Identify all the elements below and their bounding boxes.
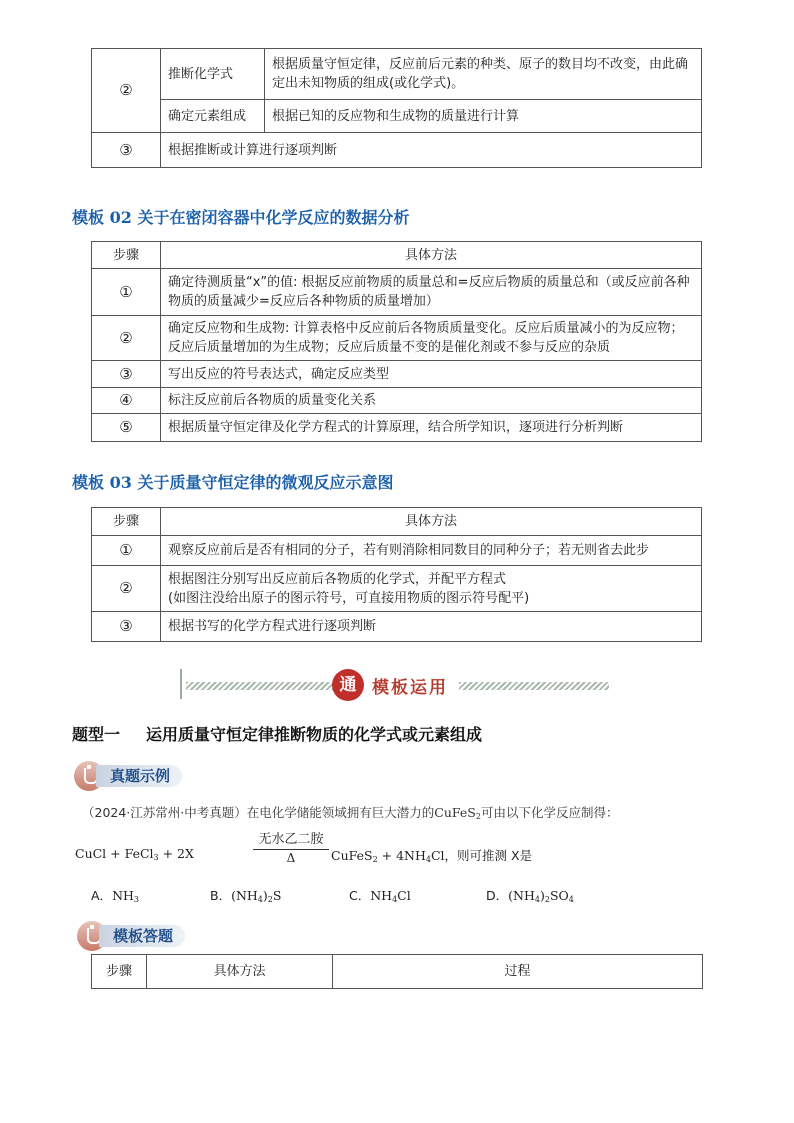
question-type-label: 题型一 <box>72 725 121 744</box>
table-continuation <box>91 48 702 168</box>
step-text: 根据质量守恒定律及化学方程式的计算原理，结合所学知识，逐项进行分析判断 <box>161 414 702 442</box>
template-tag: 模板 <box>72 473 105 492</box>
option-d[interactable]: D．$(NH_4)_2SO_4$ <box>486 888 574 904</box>
step-text: 标注反应前后各物质的质量变化关系 <box>161 388 702 414</box>
equation-right: CuFeS$_2$ + $4NH_4Cl$，则可推测 X是 <box>331 848 533 864</box>
answer-table <box>91 954 703 989</box>
step-number: ② <box>92 49 161 133</box>
banner-title: 模板运用 <box>372 678 448 698</box>
banner-stripe-left <box>186 682 336 690</box>
header-step: 步骤 <box>92 508 161 536</box>
header-step: 步骤 <box>92 242 161 269</box>
template-title: 关于质量守恒定律的微观反应示意图 <box>137 473 394 492</box>
header-step: 步骤 <box>92 955 147 989</box>
equation-left: CuCl + FeCl$_3$ + 2X <box>75 846 194 862</box>
step-text: 根据质量守恒定律，反应前后元素的种类、原子的数目均不改变，由此确定出未知物质的组成(或化学式)。 <box>265 49 702 100</box>
formula-cufes2: CuFeS$_2$ <box>434 805 481 821</box>
template-03-heading <box>72 470 393 493</box>
template-02-table <box>91 241 702 442</box>
step-text: 根据书写的化学方程式进行逐项判断 <box>161 612 702 642</box>
step-text <box>161 566 702 612</box>
step-text: 根据推断或计算进行逐项判断 <box>161 133 702 168</box>
banner-stripe-right <box>459 682 609 690</box>
option-a[interactable]: A．$NH_3$ <box>91 888 139 904</box>
question-source <box>82 803 618 821</box>
step-number: ⑤ <box>92 414 161 442</box>
option-c[interactable]: C．$NH_4Cl$ <box>349 888 411 904</box>
step-text: 确定反应物和生成物: 计算表格中反应前后各物质质量变化。反应后质量减小的为反应物；反应后质量增加的为生成物；反应后质量不变的是催化剂或不参与反应的杂质 <box>161 316 702 361</box>
question-type-title <box>72 722 482 745</box>
source-tail: 可由以下化学反应制得： <box>480 805 619 820</box>
step-number: ① <box>92 536 161 566</box>
template-title: 关于在密闭容器中化学反应的数据分析 <box>137 208 410 227</box>
step-number: ② <box>92 566 161 612</box>
template-tag: 模板 <box>72 208 105 227</box>
header-method: 具体方法 <box>161 508 702 536</box>
step-text: 根据已知的反应物和生成物的质量进行计算 <box>265 100 702 133</box>
step-text-line1: 根据图注分别写出反应前后各物质的化学式，并配平方程式 <box>168 571 507 587</box>
step-number: ③ <box>92 133 161 168</box>
template-number: 02 <box>109 208 132 227</box>
step-label: 推断化学式 <box>161 49 265 100</box>
question-type-text: 运用质量守恒定律推断物质的化学式或元素组成 <box>146 725 483 744</box>
step-text: 写出反应的符号表达式，确定反应类型 <box>161 361 702 388</box>
badge-label: 模板答题 <box>99 925 185 947</box>
source-text: （2024·江苏常州·中考真题）在电化学储能领域拥有巨大潜力的 <box>82 805 435 820</box>
header-method: 具体方法 <box>147 955 333 989</box>
banner-divider <box>180 669 182 699</box>
template-02-heading <box>72 205 409 228</box>
step-label: 确定元素组成 <box>161 100 265 133</box>
step-number: ④ <box>92 388 161 414</box>
step-number: ① <box>92 269 161 316</box>
step-number: ② <box>92 316 161 361</box>
reaction-condition <box>253 828 329 865</box>
step-number: ③ <box>92 361 161 388</box>
condition-top: 无水乙二胺 <box>253 828 329 850</box>
banner-seal-icon: 通 <box>332 669 364 701</box>
step-text: 确定待测质量“x”的值: 根据反应前物质的质量总和=反应后物质的质量总和（或反应前各种物质的质量减少=反应后各种物质的质量增加） <box>161 269 702 316</box>
step-text: 观察反应前后是否有相同的分子，若有则消除相同数目的同种分子；若无则省去此步 <box>161 536 702 566</box>
header-method: 具体方法 <box>161 242 702 269</box>
step-number: ③ <box>92 612 161 642</box>
condition-bottom: Δ <box>286 851 296 865</box>
header-process: 过程 <box>333 955 703 989</box>
template-usage-banner <box>180 667 615 703</box>
template-number: 03 <box>109 473 132 492</box>
badge-label: 真题示例 <box>96 765 182 787</box>
template-03-table <box>91 507 702 642</box>
option-b[interactable]: B．$(NH_4)_2S$ <box>210 888 282 904</box>
step-text-line2: (如图注没给出原子的图示符号，可直接用物质的图示符号配平) <box>168 590 530 606</box>
